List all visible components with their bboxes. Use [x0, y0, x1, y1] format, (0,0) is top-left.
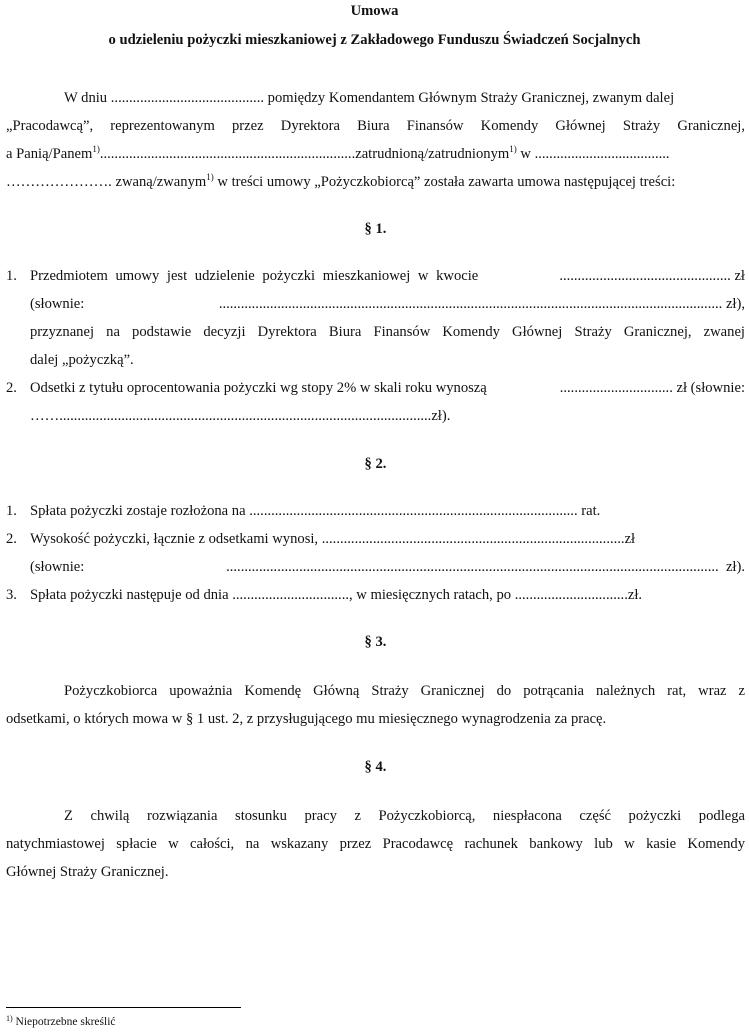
- section-1-heading: § 1.: [364, 221, 387, 237]
- installment-amount-field[interactable]: ...............................: [514, 587, 628, 603]
- intro-line-4: [6, 174, 745, 191]
- intro-party-label: a Panią/Panem: [6, 146, 93, 162]
- interest-label: Odsetki z tytułu oprocentowania pożyczki wg stopy 2% w skali roku wynoszą: [30, 380, 487, 396]
- s3-line-2: odsetkami, o których mowa w § 1 ust. 2, z przysługującego mu miesięcznego wynagrodzenia za pracę.: [6, 711, 607, 727]
- s4-line-2: natychmiastowej spłacie w całości, na wskazany przez Pracodawcę rachunek bankowy lub w kasie Komendy: [6, 836, 745, 852]
- footnote-ref: 1): [509, 144, 517, 154]
- in-words-label: (słownie:: [30, 296, 85, 312]
- total-amount-field[interactable]: ...................................................................................: [321, 531, 625, 547]
- start-date-label: Spłata pożyczki następuje od dnia: [30, 587, 229, 603]
- intro-text-end: w treści umowy „Pożyczkobiorcą” została zawarta umowa następującej treści:: [217, 174, 676, 190]
- loan-amount-words-field[interactable]: ..........................................................................................................................................: [218, 296, 723, 312]
- footnote-marker: 1): [6, 1014, 13, 1023]
- intro-line-3: [6, 146, 745, 163]
- intro-date-label: W dniu: [64, 90, 108, 106]
- s1-item-1-line-1: [30, 268, 745, 285]
- s4-line-1: Z chwilą rozwiązania stosunku pracy z Pożyczkobiorcą, niespłacona część pożyczki podlega: [64, 808, 745, 824]
- currency-label: zł.: [627, 587, 643, 603]
- start-date-field[interactable]: ................................: [232, 587, 349, 603]
- in-label: w: [520, 146, 531, 162]
- s1-item-2-line-1: [30, 380, 745, 397]
- called-label: zwaną/zwanym: [115, 174, 207, 190]
- footnote-separator: [6, 1007, 241, 1008]
- s4-line-3: Głównej Straży Granicznej.: [6, 864, 169, 880]
- footnote: [6, 1016, 116, 1028]
- document-subtitle: o udzieleniu pożyczki mieszkaniowej z Zakładowego Funduszu Świadczeń Socjalnych: [108, 32, 641, 48]
- currency-words-label: zł (słownie:: [676, 380, 745, 396]
- interest-words-field[interactable]: ……......................................................................................................: [30, 408, 432, 424]
- s1-item-2-line-2: [30, 408, 745, 425]
- intro-line-1: [6, 90, 745, 107]
- s3-line-1: Pożyczkobiorca upoważnia Komendę Główną Straży Granicznej do potrącania należnych rat, wraz z: [64, 683, 745, 699]
- total-amount-label: Wysokość pożyczki, łącznie z odsetkami wynosi,: [30, 531, 319, 547]
- workplace-field-cont[interactable]: ………………….: [6, 174, 112, 190]
- loan-amount-field[interactable]: ...............................................: [559, 268, 731, 284]
- footnote-ref: 1): [206, 172, 214, 182]
- s2-item-3-number: 3.: [6, 587, 17, 603]
- s2-item-2-number: 2.: [6, 531, 17, 547]
- s1-item-1-line-2: [30, 296, 745, 313]
- document-title: Umowa: [350, 3, 399, 19]
- currency-label: zł: [734, 268, 745, 284]
- employed-label: zatrudnioną/zatrudnionym: [355, 146, 510, 162]
- s2-item-3: [30, 587, 745, 604]
- footnote-text: Niepotrzebne skreślić: [15, 1016, 116, 1028]
- currency-label: zł: [624, 531, 636, 547]
- loan-amount-label: Przedmiotem umowy jest udzielenie pożyczki mieszkaniowej w kwocie: [30, 268, 479, 284]
- section-3-heading: § 3.: [364, 634, 387, 650]
- section-4-heading: § 4.: [364, 759, 387, 775]
- currency-label: zł).: [431, 408, 451, 424]
- section-2-heading: § 2.: [364, 456, 387, 472]
- s1-item-1-number: 1.: [6, 268, 17, 284]
- s2-item-2-line-1: [30, 531, 745, 548]
- intro-text: pomiędzy Komendantem Głównym Straży Granicznej, zwanym dalej: [267, 90, 675, 106]
- installments-label: Spłata pożyczki zostaje rozłożona na: [30, 503, 246, 519]
- s2-item-1: [30, 503, 745, 520]
- s1-item-2-number: 2.: [6, 380, 17, 396]
- s2-item-2-line-2: [30, 559, 745, 576]
- date-field[interactable]: ..........................................: [110, 90, 264, 106]
- s1-item-1-line-3: przyznanej na podstawie decyzji Dyrektora Biura Finansów Komendy Głównej Straży Granicznej, zwanej: [30, 324, 745, 340]
- intro-line-2: „Pracodawcą”, reprezentowanym przez Dyrektora Biura Finansów Komendy Głównej Straży Granicznej,: [6, 118, 745, 134]
- s1-item-1-line-4: dalej „pożyczką”.: [30, 352, 134, 368]
- interest-amount-field[interactable]: ...............................: [559, 380, 673, 396]
- in-words-label: (słownie:: [30, 559, 85, 575]
- currency-label: zł).: [725, 559, 745, 575]
- monthly-label: , w miesięcznych ratach, po: [348, 587, 512, 603]
- employee-name-field[interactable]: ......................................................................: [99, 146, 356, 162]
- workplace-field[interactable]: .....................................: [534, 146, 670, 162]
- total-amount-words-field[interactable]: .......................................................................................................................................: [226, 559, 719, 575]
- installments-count-field[interactable]: ..........................................................................................: [249, 503, 578, 519]
- installments-unit: rat.: [581, 503, 601, 519]
- currency-label: zł),: [725, 296, 745, 312]
- footnote-ref: 1): [92, 144, 100, 154]
- s2-item-1-number: 1.: [6, 503, 17, 519]
